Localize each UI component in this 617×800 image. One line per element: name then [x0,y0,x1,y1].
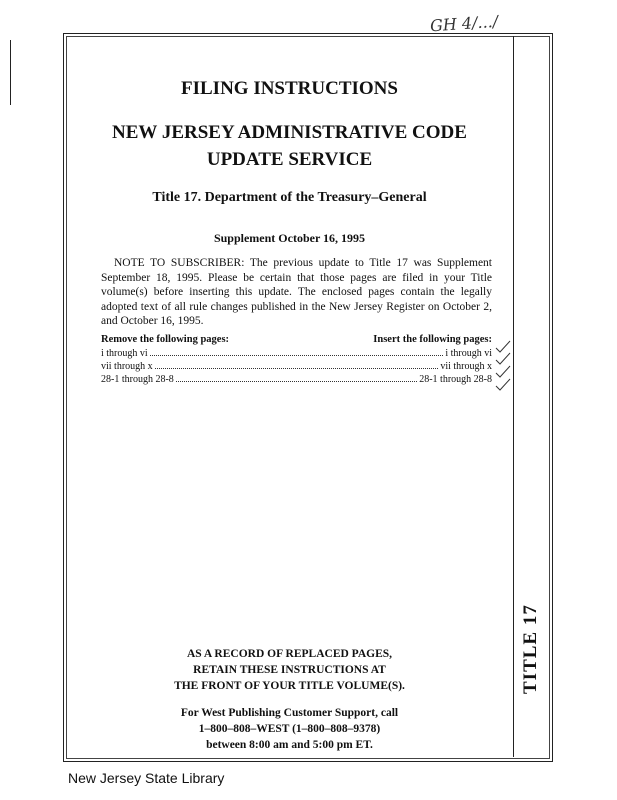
customer-support [66,705,513,753]
title-line: Title 17. Department of the Treasury–General [152,190,427,205]
page-replacement-table [101,334,492,386]
handwritten-annotation: GH 4/.../ [429,11,499,36]
support-line: 1–800–808–WEST (1–800–808–9378) [198,723,381,735]
record-line: AS A RECORD OF REPLACED PAGES, [186,648,393,660]
dot-leader [150,355,444,356]
library-footer: New Jersey State Library [68,770,225,786]
support-line: between 8:00 am and 5:00 pm ET. [206,739,373,751]
table-row [101,347,492,360]
dot-leader [155,368,439,369]
code-heading-line2: UPDATE SERVICE [206,149,373,170]
record-instructions [66,646,513,694]
side-tab-label: TITLE 17 [520,604,541,694]
subscriber-note [101,256,492,329]
remove-cell: 28-1 through 28-8 [101,374,174,385]
insert-cell: 28-1 through 28-8 [419,374,492,385]
subscriber-note-text: NOTE TO SUBSCRIBER: The previous update to Title 17 was Supplement September 18, 1995. Please be certain that those pages are filed in your Title volume(s) before inserting this update. The enclosed pages contain the legally adopted text of all rule changes published in the New Jersey Register on October 2, and October 16, 1995. [101,257,492,327]
margin-rule [10,40,11,105]
remove-cell: vii through x [101,361,153,372]
supplement-date: Supplement October 16, 1995 [213,231,366,245]
table-row [101,373,492,386]
support-line: For West Publishing Customer Support, call [180,707,399,719]
insert-cell: i through vi [445,348,492,359]
insert-header: Insert the following pages: [373,334,492,345]
check-mark-icon [494,377,512,393]
remove-cell: i through vi [101,348,148,359]
code-heading-line1: NEW JERSEY ADMINISTRATIVE CODE [112,122,467,143]
table-row [101,360,492,373]
record-line: RETAIN THESE INSTRUCTIONS AT [193,664,386,676]
dot-leader [176,381,417,382]
filing-heading: FILING INSTRUCTIONS [181,78,398,99]
record-line: THE FRONT OF YOUR TITLE VOLUME(S). [174,680,405,692]
insert-cell: vii through x [440,361,492,372]
remove-header: Remove the following pages: [101,334,230,345]
table-header [101,334,492,345]
